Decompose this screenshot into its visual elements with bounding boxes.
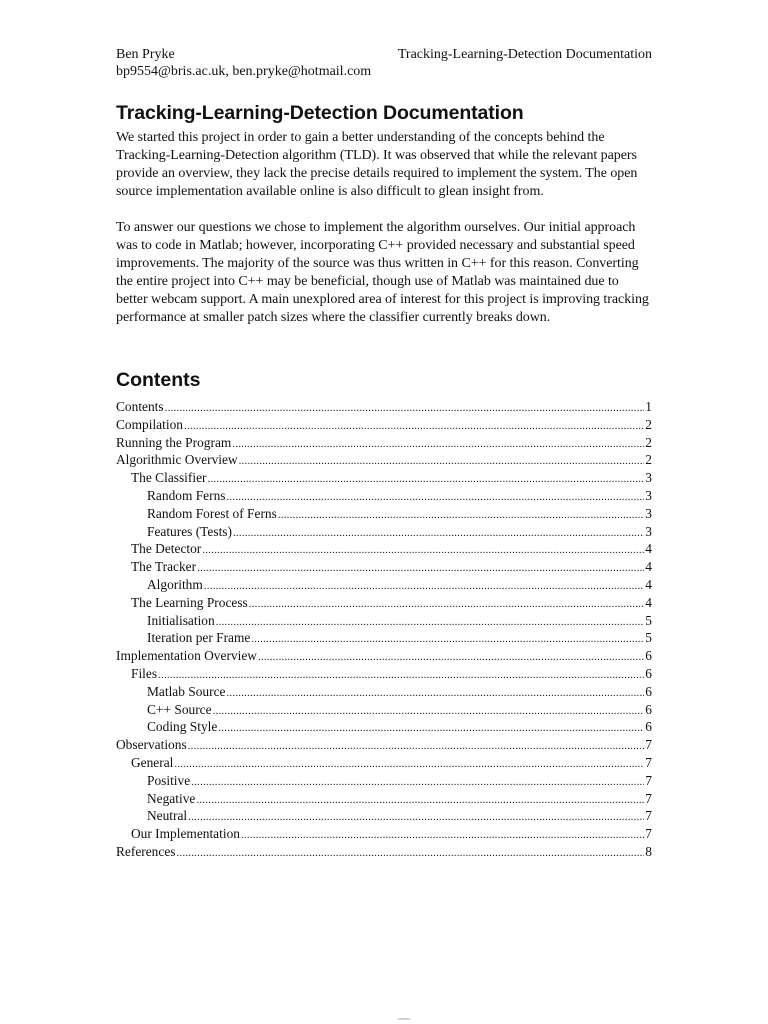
toc-entry[interactable]	[116, 665, 652, 683]
toc-entry-label[interactable]: Our Implementation	[131, 826, 240, 842]
running-header	[116, 46, 652, 63]
toc-entry[interactable]	[116, 736, 652, 754]
toc-entry-page-number: 8	[645, 843, 652, 859]
toc-entry[interactable]	[116, 540, 652, 558]
toc-entry-page-number: 7	[645, 772, 652, 788]
toc-entry[interactable]	[116, 807, 652, 825]
toc-dot-leader	[184, 418, 644, 436]
toc-dot-leader	[251, 631, 644, 649]
toc-dot-leader	[226, 489, 644, 507]
toc-dot-leader	[191, 774, 644, 792]
toc-entry-page-number: 3	[645, 470, 652, 486]
toc-entry-label[interactable]: The Learning Process	[131, 594, 248, 610]
toc-dot-leader	[233, 525, 644, 543]
toc-dot-leader	[278, 507, 644, 525]
toc-dot-leader	[174, 756, 644, 774]
toc-entry-label[interactable]: Coding Style	[147, 719, 218, 735]
toc-entry-page-number: 4	[645, 541, 652, 557]
header-emails: bp9554@bris.ac.uk, ben.pryke@hotmail.com	[116, 64, 372, 79]
toc-entry[interactable]	[116, 683, 652, 701]
toc-entry-page-number: 4	[645, 576, 652, 592]
toc-entry[interactable]	[116, 629, 652, 647]
toc-entry-page-number: 7	[645, 754, 652, 770]
toc-dot-leader	[226, 685, 644, 703]
toc-entry[interactable]	[116, 398, 652, 416]
toc-entry-page-number: 3	[645, 487, 652, 503]
document-page	[116, 46, 652, 861]
document-title: Tracking-Learning-Detection Documentation	[116, 102, 524, 124]
toc-entry-label[interactable]: The Tracker	[131, 559, 197, 575]
toc-dot-leader	[188, 738, 645, 756]
toc-dot-leader	[158, 667, 644, 685]
toc-entry-page-number: 4	[645, 559, 652, 575]
toc-entry-page-number: 6	[645, 648, 652, 664]
toc-entry-page-number: 2	[645, 452, 652, 468]
toc-entry[interactable]	[116, 772, 652, 790]
toc-entry[interactable]	[116, 434, 652, 452]
toc-entry[interactable]	[116, 487, 652, 505]
toc-entry[interactable]	[116, 416, 652, 434]
toc-entry-label[interactable]: Matlab Source	[147, 683, 226, 699]
toc-entry-page-number: 5	[645, 612, 652, 628]
toc-dot-leader	[218, 720, 644, 738]
toc-dot-leader	[165, 400, 645, 418]
toc-entry-label[interactable]: Compilation	[116, 416, 183, 432]
toc-entry-label[interactable]: Files	[131, 665, 158, 681]
toc-entry-label[interactable]: Observations	[116, 737, 187, 753]
toc-entry-label[interactable]: Algorithmic Overview	[116, 452, 238, 468]
toc-entry-label[interactable]: Negative	[147, 790, 196, 806]
toc-entry-page-number: 6	[645, 665, 652, 681]
toc-dot-leader	[216, 614, 645, 632]
toc-entry-page-number: 3	[645, 505, 652, 521]
toc-entry[interactable]	[116, 612, 652, 630]
toc-dot-leader	[239, 453, 645, 471]
toc-entry-label[interactable]: C++ Source	[147, 701, 212, 717]
toc-entry-label[interactable]: Algorithm	[147, 576, 203, 592]
toc-dot-leader	[197, 560, 644, 578]
header-author: Ben Pryke	[116, 47, 175, 62]
toc-entry-page-number: 7	[645, 808, 652, 824]
toc-entry-label[interactable]: Implementation Overview	[116, 648, 257, 664]
toc-entry-page-number: 6	[645, 683, 652, 699]
toc-entry[interactable]	[116, 790, 652, 808]
toc-entry[interactable]	[116, 523, 652, 541]
page-footer-mark	[398, 1018, 410, 1020]
toc-entry[interactable]	[116, 505, 652, 523]
toc-entry-label[interactable]: Random Forest of Ferns	[147, 505, 277, 521]
header-running-title: Tracking-Learning-Detection Documentation	[397, 47, 652, 62]
toc-entry-page-number: 4	[645, 594, 652, 610]
toc-dot-leader	[202, 542, 644, 560]
toc-dot-leader	[213, 703, 645, 721]
toc-dot-leader	[196, 792, 644, 810]
toc-dot-leader	[232, 436, 644, 454]
toc-entry-page-number: 2	[645, 434, 652, 450]
toc-dot-leader	[208, 471, 645, 489]
toc-entry-page-number: 2	[645, 416, 652, 432]
toc-dot-leader	[241, 827, 644, 845]
toc-entry-label[interactable]: Random Ferns	[147, 487, 226, 503]
toc-entry-label[interactable]: Iteration per Frame	[147, 630, 251, 646]
toc-entry[interactable]	[116, 718, 652, 736]
toc-entry[interactable]	[116, 701, 652, 719]
toc-entry[interactable]	[116, 576, 652, 594]
toc-entry-page-number: 5	[645, 630, 652, 646]
toc-entry-page-number: 7	[645, 790, 652, 806]
toc-entry-label[interactable]: The Classifier	[131, 470, 207, 486]
intro-paragraph: We started this project in order to gain a better understanding of the concepts behind the Tracking-Learning-Detection algorithm (TLD). It was observed that while the relevant papers provide an overview, they lack the precise details required to implement the system. The open source implementation available online is also difficult to glean insight from.	[116, 130, 638, 199]
toc-entry-label[interactable]: Neutral	[147, 808, 188, 824]
toc-dot-leader	[258, 649, 644, 667]
toc-entry-label[interactable]: References	[116, 843, 176, 859]
toc-entry-page-number: 6	[645, 719, 652, 735]
toc-entry-page-number: 3	[645, 523, 652, 539]
toc-entry-label[interactable]: Contents	[116, 399, 164, 414]
toc-dot-leader	[188, 809, 644, 827]
toc-entry[interactable]	[116, 843, 652, 861]
toc-dot-leader	[204, 578, 645, 596]
toc-entry[interactable]	[116, 594, 652, 612]
toc-entry[interactable]	[116, 469, 652, 487]
toc-entry[interactable]	[116, 825, 652, 843]
toc-dot-leader	[176, 845, 644, 863]
toc-entry-label[interactable]: The Detector	[131, 541, 202, 557]
toc-entry-page-number: 7	[645, 826, 652, 842]
contents-heading: Contents	[116, 369, 201, 391]
toc-entry-page-number: 6	[645, 701, 652, 717]
toc-entry-label[interactable]: Running the Program	[116, 434, 232, 450]
toc-entry[interactable]	[116, 451, 652, 469]
toc-entry[interactable]	[116, 754, 652, 772]
table-of-contents	[116, 398, 652, 861]
toc-entry-page-number: 1	[645, 399, 652, 414]
toc-entry-page-number: 7	[645, 737, 652, 753]
approach-paragraph: To answer our questions we chose to implement the algorithm ourselves. Our initial approach was to code in Matlab; however, incorporating C++ provided necessary and substantial speed improvements. The majority of the source was thus written in C++ for this reason. Converting the entire project into C++ may be beneficial, though use of Matlab was maintained due to better webcam support. A main unexplored area of interest for this project is improving tracking performance at smaller patch sizes where the classifier currently breaks down.	[116, 220, 649, 325]
toc-entry-label[interactable]: Initialisation	[147, 612, 215, 628]
toc-entry-label[interactable]: Positive	[147, 772, 191, 788]
toc-entry[interactable]	[116, 558, 652, 576]
toc-entry[interactable]	[116, 647, 652, 665]
toc-entry-label[interactable]: General	[131, 754, 174, 770]
toc-entry-label[interactable]: Features (Tests)	[147, 523, 232, 539]
toc-dot-leader	[249, 596, 645, 614]
